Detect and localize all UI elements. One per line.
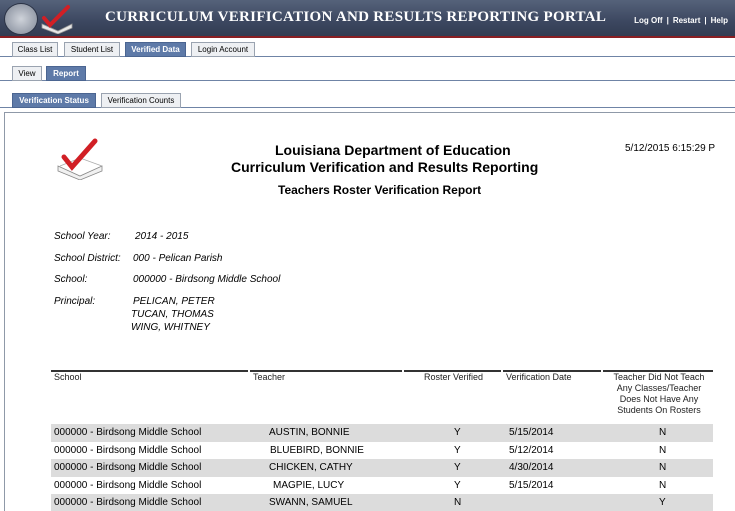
school-year-label: School Year:	[54, 231, 111, 242]
report-timestamp: 5/12/2015 6:15:29 P	[625, 143, 716, 154]
cell-date: 5/15/2014	[509, 427, 554, 438]
portal-header	[0, 0, 735, 38]
school-year-value: 2014 - 2015	[135, 231, 189, 242]
tab-view[interactable]: View	[12, 66, 42, 81]
col-header-school: School	[54, 372, 82, 382]
tab-verification-counts[interactable]: Verification Counts	[101, 93, 181, 108]
cell-date: 5/12/2014	[509, 444, 554, 456]
cell-verified: Y	[454, 462, 461, 473]
cell-verified: Y	[454, 479, 461, 491]
tab-class-list[interactable]: Class List	[12, 42, 58, 57]
report-system: Curriculum Verification and Results Reporting	[231, 159, 539, 175]
restart-link[interactable]: Restart	[672, 16, 701, 25]
help-link[interactable]: Help	[710, 16, 728, 25]
cell-did-not-teach: Y	[659, 497, 666, 508]
roster-table-body	[51, 424, 713, 511]
principal-name: TUCAN, THOMAS	[131, 309, 214, 320]
portal-title: CURRICULUM VERIFICATION AND RESULTS REPORTING PORTAL	[105, 9, 607, 25]
checkmark-book-logo-icon	[55, 138, 105, 180]
cell-did-not-teach: N	[659, 444, 667, 456]
table-row	[51, 459, 713, 477]
table-row	[51, 494, 713, 511]
col-header-roster-verified: Roster Verified	[423, 372, 484, 382]
report-org: Louisiana Department of Education	[275, 142, 511, 158]
cell-did-not-teach: N	[659, 462, 667, 473]
cell-teacher: BLUEBIRD, BONNIE	[270, 444, 364, 456]
cell-school: 000000 - Birdsong Middle School	[54, 479, 202, 491]
cell-did-not-teach: N	[659, 479, 667, 491]
col-header-verification-date: Verification Date	[506, 372, 572, 382]
header-links: Log Off | Restart | Help	[634, 16, 728, 25]
cell-teacher: SWANN, SAMUEL	[269, 497, 353, 508]
report-frame	[4, 112, 735, 511]
state-seal-icon	[4, 3, 38, 35]
school-value: 000000 - Birdsong Middle School	[133, 274, 281, 285]
district-value: 000 - Pelican Parish	[133, 253, 223, 264]
principal-label: Principal:	[54, 296, 96, 307]
tab-login-account[interactable]: Login Account	[191, 42, 255, 57]
cell-teacher: CHICKEN, CATHY	[269, 462, 353, 473]
report-tab-bar	[0, 91, 735, 108]
tab-student-list[interactable]: Student List	[64, 42, 120, 57]
cell-date: 4/30/2014	[509, 462, 554, 473]
col-header-teacher: Teacher	[253, 372, 286, 382]
checkmark-book-logo-icon	[38, 4, 76, 34]
main-tab-bar	[0, 40, 735, 57]
cell-school: 000000 - Birdsong Middle School	[54, 462, 202, 473]
col-header-did-not-teach: Teacher Did Not Teach Any Classes/Teacher Does Not Have Any Students On Rosters	[613, 372, 705, 415]
table-row	[51, 442, 713, 460]
table-row	[51, 424, 713, 442]
sub-tab-bar	[0, 64, 735, 81]
cell-verified: Y	[454, 444, 461, 456]
cell-school: 000000 - Birdsong Middle School	[54, 497, 202, 508]
logoff-link[interactable]: Log Off	[634, 16, 663, 25]
cell-school: 000000 - Birdsong Middle School	[54, 444, 202, 456]
table-row	[51, 477, 713, 495]
tab-verification-status[interactable]: Verification Status	[12, 93, 96, 108]
cell-school: 000000 - Birdsong Middle School	[54, 427, 202, 438]
school-label: School:	[54, 274, 88, 285]
cell-verified: N	[454, 497, 462, 508]
cell-verified: Y	[454, 427, 461, 438]
cell-date: 5/15/2014	[509, 479, 554, 491]
cell-teacher: MAGPIE, LUCY	[273, 479, 345, 491]
cell-did-not-teach: N	[659, 427, 667, 438]
report-title: Teachers Roster Verification Report	[278, 183, 482, 197]
tab-report[interactable]: Report	[46, 66, 86, 81]
principal-name: WING, WHITNEY	[131, 322, 210, 333]
principal-name: PELICAN, PETER	[133, 296, 215, 307]
tab-verified-data[interactable]: Verified Data	[125, 42, 186, 57]
district-label: School District:	[54, 253, 121, 264]
cell-teacher: AUSTIN, BONNIE	[269, 427, 350, 438]
